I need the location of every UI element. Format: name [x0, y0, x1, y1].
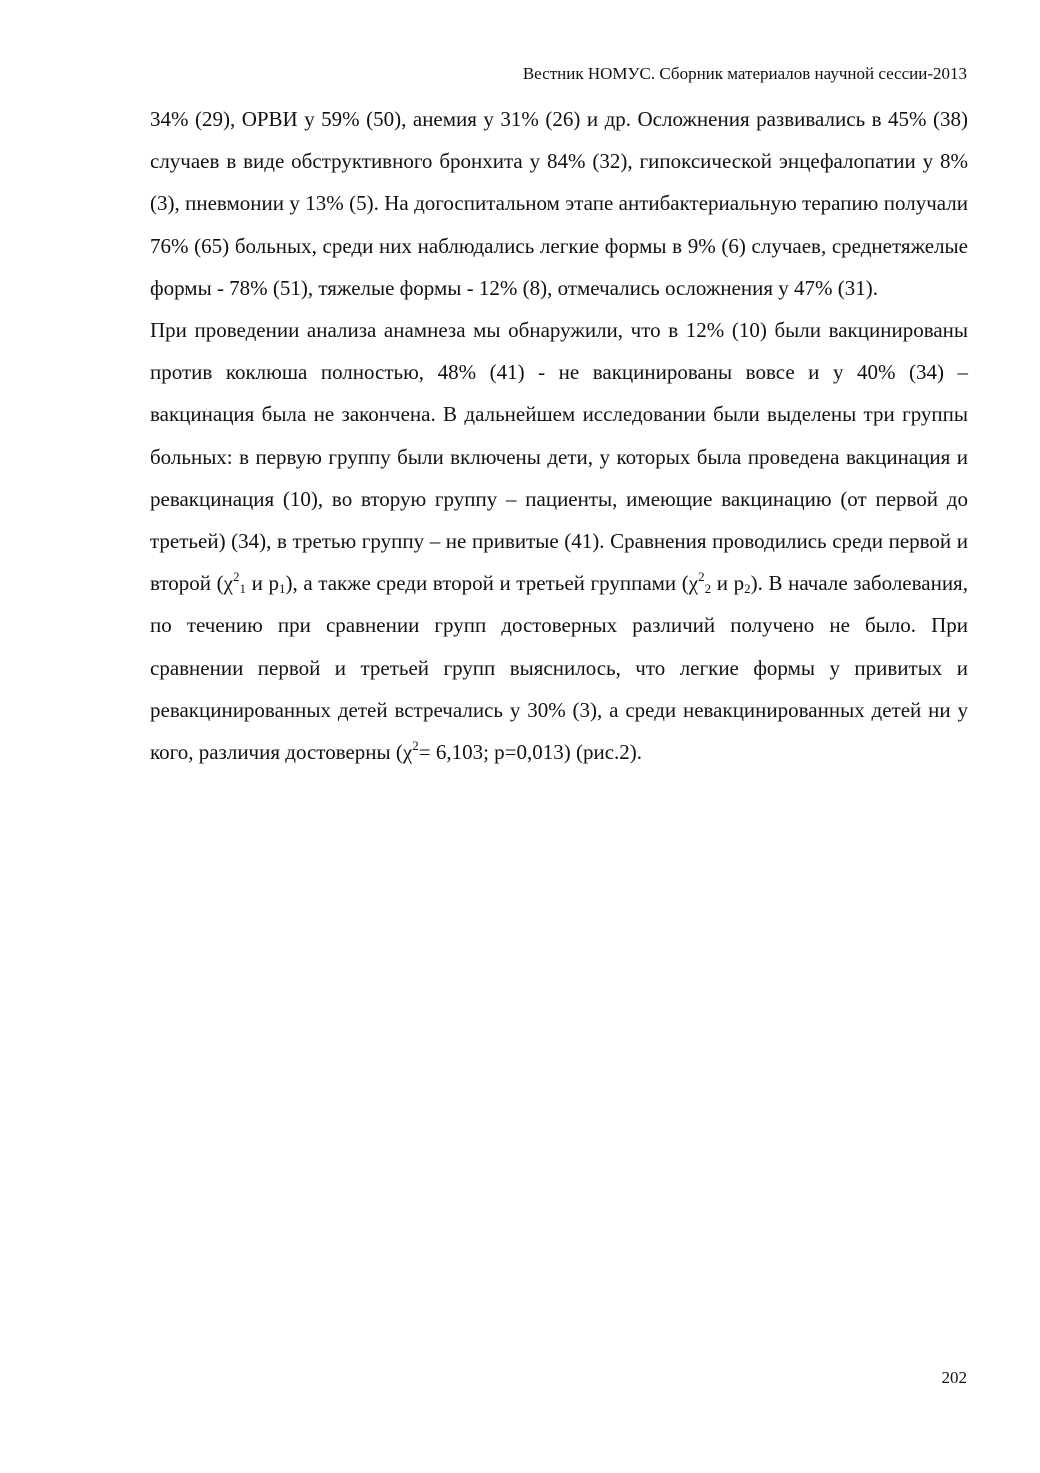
article-body [150, 98, 968, 773]
paragraph-vaccination-analysis [150, 309, 968, 773]
chi-square-subscript: 2 [704, 581, 712, 597]
chi-square-superscript: 2 [698, 569, 705, 585]
text-segment: ). В начале заболевания, по течению при сравнении групп достоверных различий получено не было. При сравнении первой и третьей групп выяснилось, что легкие формы у привитых и ревакцинированных детей встречались у 30% (3), а среди невакцинированных детей ни у кого, различия достоверны (χ [150, 571, 968, 765]
chi-square-superscript: 2 [232, 569, 240, 585]
paragraph-complications: 34% (29), ОРВИ у 59% (50), анемия у 31% (26) и др. Осложнения развивались в 45% (38) случаев в виде обструктивного бронхита у 84% (32), гипоксической энцефалопатии у 8% (3), пневмонии у 13% (5). На догоспитальном этапе антибактериальную терапию получали 76% (65) больных, среди них наблюдались легкие формы в 9% (6) случаев, среднетяжелые формы - 78% (51), тяжелые формы - 12% (8), отмечались осложнения у 47% (31). [150, 107, 968, 300]
text-segment: ), а также среди второй и третьей группами (χ [285, 571, 699, 596]
chi-square-subscript: 1 [239, 581, 246, 597]
page-number: 202 [941, 1368, 967, 1387]
text-segment: При проведении анализа анамнеза мы обнаружили, что в 12% (10) были вакцинированы против коклюша полностью, 48% (41) - не вакцинированы вовсе и у 40% (34) – вакцинация была не закончена. В дальнейшем исследовании были выделены три группы больных: в первую группу были включены дети, у которых была проведена вакцинация и ревакцинация (10), во вторую группу – пациенты, имеющие вакцинацию (от первой до третьей) (34), в третью группу – не привитые (41). Сравнения проводились среди первой и второй (χ [150, 318, 968, 596]
chi-square-superscript: 2 [412, 738, 419, 754]
p-value-subscript: 1 [278, 581, 286, 597]
p-value-subscript: 2 [744, 581, 751, 597]
running-header: Вестник НОМУС. Сборник материалов научной сессии-2013 [522, 64, 967, 83]
text-segment: и р [245, 571, 279, 596]
text-segment: и р [711, 571, 745, 596]
text-segment: = 6,103; р=0,013) (рис.2). [418, 740, 643, 765]
